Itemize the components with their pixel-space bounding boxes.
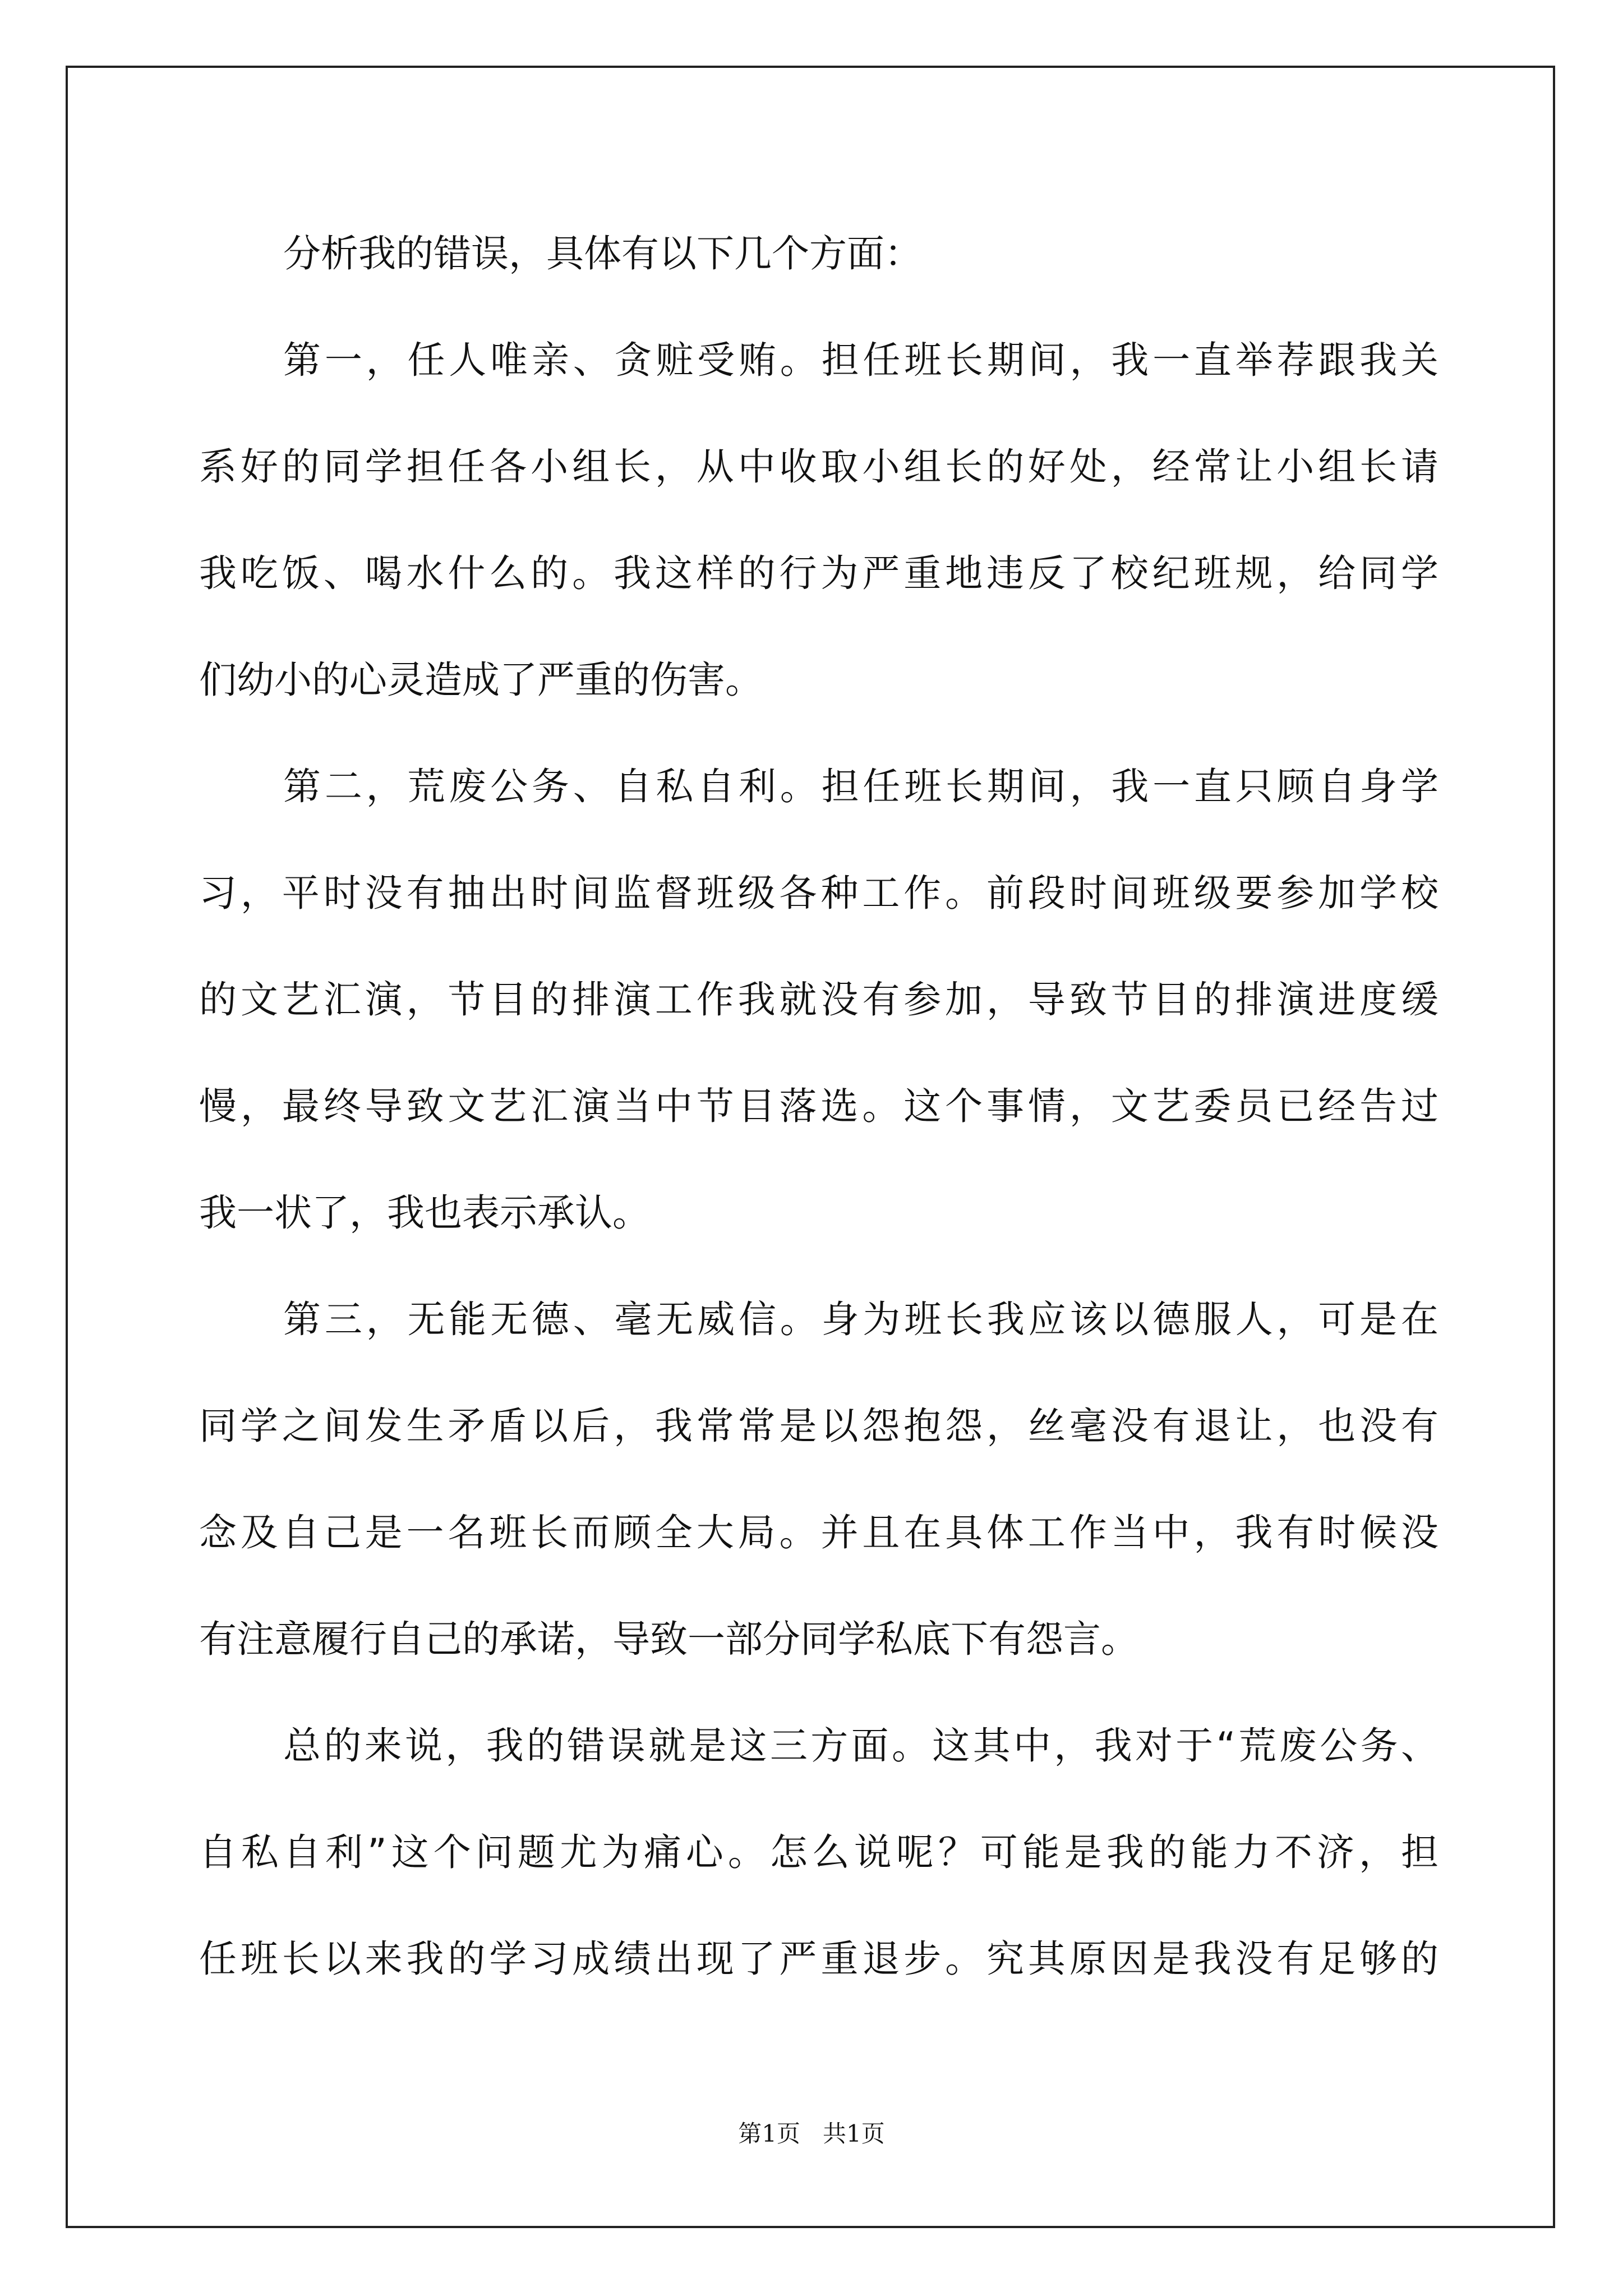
paragraph-line: 分析我的错误，具体有以下几个方面： — [283, 232, 922, 275]
paragraph-line: 同学之间发生矛盾以后，我常常是以怨抱怨，丝毫没有退让，也没有 — [199, 1404, 1438, 1448]
paragraph-line: 我吃饭、喝水什么的。我这样的行为严重地违反了校纪班规，给同学 — [199, 551, 1438, 595]
document-body — [199, 227, 1438, 2039]
paragraph-line: 的文艺汇演，节目的排演工作我就没有参加，导致节目的排演进度缓 — [199, 978, 1438, 1022]
page-number-footer: 第1页 共1页 — [738, 2120, 885, 2147]
paragraph-line: 念及自己是一名班长而顾全大局。并且在具体工作当中，我有时候没 — [199, 1511, 1438, 1554]
paragraph-line: 慢，最终导致文艺汇演当中节目落选。这个事情，文艺委员已经告过 — [199, 1084, 1438, 1128]
paragraph-line: 习，平时没有抽出时间监督班级各种工作。前段时间班级要参加学校 — [199, 871, 1438, 915]
paragraph-line: 有注意履行自己的承诺，导致一部分同学私底下有怨言。 — [199, 1617, 1138, 1661]
paragraph-line: 们幼小的心灵造成了严重的伤害。 — [199, 658, 763, 702]
paragraph-line: 自私自利”这个问题尤为痛心。怎么说呢？可能是我的能力不济，担 — [199, 1830, 1438, 1874]
paragraph-line: 任班长以来我的学习成绩出现了严重退步。究其原因是我没有足够的 — [199, 1937, 1438, 1981]
paragraph-line: 我一状了，我也表示承认。 — [199, 1191, 650, 1235]
paragraph-line: 第二，荒废公务、自私自利。担任班长期间，我一直只顾自身学 — [283, 765, 1438, 808]
paragraph-line: 总的来说，我的错误就是这三方面。这其中，我对于“荒废公务、 — [283, 1724, 1438, 1768]
paragraph-line: 系好的同学担任各小组长，从中收取小组长的好处，经常让小组长请 — [199, 445, 1438, 489]
paragraph-line: 第三，无能无德、毫无威信。身为班长我应该以德服人，可是在 — [283, 1297, 1438, 1341]
paragraph-line: 第一，任人唯亲、贪赃受贿。担任班长期间，我一直举荐跟我关 — [283, 338, 1438, 382]
